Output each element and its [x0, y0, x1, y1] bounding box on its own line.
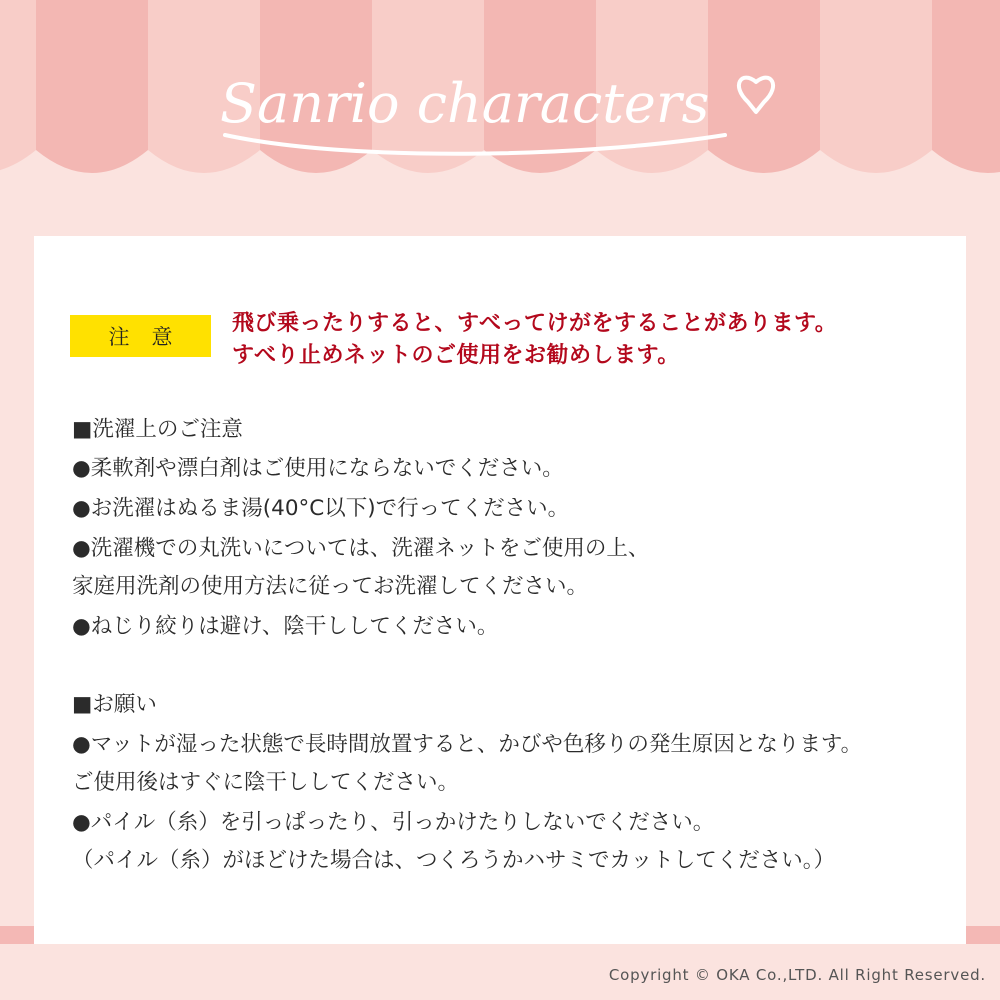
caution-badge: 注意	[70, 315, 211, 357]
care-item: ●柔軟剤や漂白剤はご使用にならないでください。	[72, 456, 564, 481]
sanrio-logo	[200, 40, 800, 170]
awning-stripe	[932, 0, 1000, 173]
caution-warning	[232, 308, 952, 372]
warning-line: すべり止めネットのご使用をお勧めします。	[232, 343, 680, 368]
request-item: ●マットが湿った状態で長時間放置すると、かびや色移りの発生原因となります。	[72, 732, 863, 757]
care-item: ●洗濯機での丸洗いについては、洗濯ネットをご使用の上、	[72, 536, 650, 561]
care-item: ●ねじり絞りは避け、陰干ししてください。	[72, 614, 499, 639]
care-item: ●お洗濯はぬるま湯(40°C以下)で行ってください。	[72, 496, 570, 521]
heart-icon	[739, 78, 773, 112]
warning-line: 飛び乗ったりすると、すべってけがをすることがあります。	[232, 311, 838, 336]
awning-stripe	[0, 0, 36, 173]
awning-stripe	[820, 0, 932, 173]
awning-stripe	[36, 0, 148, 173]
request-item: ご使用後はすぐに陰干ししてください。	[72, 770, 460, 795]
care-item: 家庭用洗剤の使用方法に従ってお洗濯してください。	[72, 574, 589, 599]
notice-card	[34, 236, 966, 944]
copyright: Copyright © OKA Co.,LTD. All Right Reserved.	[608, 966, 986, 984]
request-item: （パイル（糸）がほどけた場合は、つくろうかハサミでカットしてください。）	[72, 848, 836, 873]
request-heading: ■お願い	[72, 692, 157, 717]
care-heading: ■洗濯上のご注意	[72, 417, 243, 442]
logo-underline	[225, 135, 725, 154]
request-item: ●パイル（糸）を引っぱったり、引っかけたりしないでください。	[72, 810, 715, 835]
logo-text: Sanrio characters	[220, 72, 710, 135]
